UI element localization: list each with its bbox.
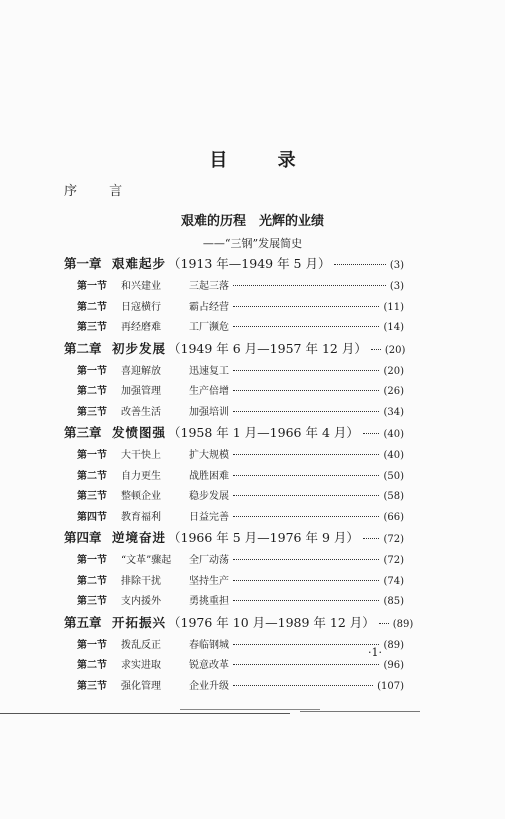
entry-subtitle: 春临钢城	[189, 639, 229, 651]
entry-number: 第二节	[77, 660, 107, 671]
entry-page-number: (26)	[383, 386, 404, 397]
entry-subtitle: 三起三落	[189, 281, 229, 292]
entry-number: 第三节	[77, 491, 107, 502]
entry-number: 第二节	[77, 575, 107, 587]
toc-section-entry	[64, 572, 404, 593]
toc-section-entry	[64, 446, 404, 467]
entry-title: 发愤图强	[112, 425, 167, 440]
entry-page-number: (40)	[383, 450, 404, 461]
scan-edge-line	[180, 709, 320, 710]
entry-subtitle: 企业升级	[189, 680, 229, 692]
toc-section-entry	[64, 508, 404, 529]
dot-leader	[233, 664, 379, 665]
dot-leader	[334, 264, 385, 265]
entry-title: 加强管理	[121, 386, 161, 397]
entry-page-number: (72)	[383, 534, 404, 545]
entry-page-number: (96)	[383, 660, 404, 671]
entry-page-number: (72)	[383, 555, 404, 566]
dot-leader	[233, 390, 379, 391]
dot-leader	[233, 326, 379, 327]
preface-entry: 序 言	[64, 184, 137, 199]
entry-page-number: (14)	[383, 322, 404, 333]
toc-section-entry	[64, 467, 404, 488]
entry-page-number: (89)	[392, 618, 414, 630]
entry-subtitle: （1913 年—1949 年 5 月）	[168, 256, 331, 271]
entry-title: 日寇横行	[121, 301, 161, 313]
toc-section-entry	[64, 382, 404, 403]
entry-number: 第一节	[77, 555, 107, 566]
scan-edge-line	[300, 711, 420, 712]
entry-title: “文革”骤起	[121, 555, 172, 566]
entry-subtitle: 日益完善	[189, 511, 229, 523]
entry-subtitle: 霸占经营	[189, 301, 229, 313]
toc-section-entry	[64, 656, 404, 677]
entry-number: 第二节	[77, 386, 107, 397]
entry-page-number: (3)	[389, 260, 404, 271]
entry-subtitle: 勇挑重担	[189, 596, 229, 607]
dot-leader	[371, 349, 381, 350]
entry-title: 整顿企业	[121, 491, 161, 502]
entry-subtitle: 稳步发展	[189, 491, 229, 502]
entry-title: 支内援外	[121, 596, 161, 607]
dot-leader	[233, 475, 379, 476]
entry-number: 第一节	[77, 365, 107, 377]
dot-leader	[233, 454, 379, 455]
entry-number: 第三章	[64, 425, 102, 440]
entry-title: 初步发展	[112, 340, 167, 356]
entry-title: 开拓振兴	[112, 614, 167, 630]
dot-leader	[233, 306, 379, 307]
entry-title: 教育福利	[121, 511, 161, 523]
toc-section-entry	[64, 592, 404, 613]
entry-page-number: (50)	[383, 470, 404, 482]
toc-chapter-entry	[64, 339, 404, 362]
dot-leader	[233, 559, 379, 560]
toc-section-entry	[64, 636, 404, 657]
entry-title: 逆境奋进	[112, 530, 167, 545]
entry-subtitle: 扩大规模	[189, 450, 229, 461]
dot-leader	[363, 433, 380, 434]
entry-subtitle: 战胜困难	[189, 470, 229, 482]
toc-heading: 目 录	[209, 150, 318, 171]
entry-page-number: (85)	[383, 596, 404, 607]
entry-page-number: (66)	[383, 511, 404, 523]
toc-section-entry	[64, 362, 404, 383]
entry-number: 第一章	[64, 256, 102, 271]
entry-number: 第二章	[64, 340, 102, 356]
entry-subtitle: （1976 年 10 月—1989 年 12 月）	[168, 614, 375, 630]
entry-page-number: (34)	[383, 406, 404, 418]
entry-number: 第四章	[64, 530, 102, 545]
entry-number: 第一节	[77, 450, 107, 461]
dot-leader	[233, 685, 373, 686]
entry-page-number: (3)	[389, 281, 404, 292]
toc-section-entry	[64, 318, 404, 339]
dot-leader	[233, 411, 379, 412]
toc-chapter-entry	[64, 423, 404, 446]
entry-subtitle: （1949 年 6 月—1957 年 12 月）	[168, 340, 367, 356]
dot-leader	[233, 516, 379, 517]
dot-leader	[379, 623, 389, 624]
entry-title: 艰难起步	[112, 256, 167, 271]
part-subtitle: ——“三钢”发展简史	[202, 237, 303, 250]
entry-subtitle: 生产倍增	[189, 386, 229, 397]
entry-page-number: (11)	[383, 301, 404, 313]
entry-number: 第四节	[77, 511, 107, 523]
entry-subtitle: 迅速复工	[189, 365, 229, 377]
entry-subtitle: 坚持生产	[189, 575, 229, 587]
entry-page-number: (20)	[383, 365, 404, 377]
entry-title: 强化管理	[121, 680, 161, 692]
entry-number: 第五章	[64, 614, 102, 630]
entry-number: 第一节	[77, 281, 107, 292]
entry-title: 和兴建业	[121, 281, 161, 292]
entry-number: 第三节	[77, 406, 107, 418]
entry-subtitle: 加强培训	[189, 406, 229, 418]
entry-title: 自力更生	[121, 470, 161, 482]
toc-section-entry	[64, 487, 404, 508]
part-title: 艰难的历程 光辉的业绩	[180, 214, 324, 229]
dot-leader	[233, 370, 379, 371]
entry-number: 第一节	[77, 639, 107, 651]
dot-leader	[233, 644, 379, 645]
entry-title: 改善生活	[121, 406, 161, 418]
toc-chapter-entry	[64, 528, 404, 551]
toc-section-entry	[64, 677, 404, 698]
entry-number: 第二节	[77, 301, 107, 313]
toc-section-entry	[64, 551, 404, 572]
toc-section-entry	[64, 277, 404, 298]
entry-subtitle: 全厂动荡	[189, 555, 229, 566]
page-number: ·1·	[368, 646, 382, 659]
toc-chapter-entry	[64, 613, 414, 636]
entry-page-number: (58)	[383, 491, 404, 502]
toc-section-entry	[64, 298, 404, 319]
dot-leader	[233, 600, 379, 601]
entry-page-number: (107)	[377, 680, 404, 692]
entry-subtitle: （1966 年 5 月—1976 年 9 月）	[168, 530, 359, 545]
entry-title: 拨乱反正	[121, 639, 161, 651]
entry-subtitle: 锐意改革	[189, 660, 229, 671]
entry-title: 喜迎解放	[121, 365, 161, 377]
table-of-contents	[64, 254, 414, 697]
entry-title: 再经磨难	[121, 322, 161, 333]
entry-title: 大干快上	[121, 450, 161, 461]
entry-title: 排除干扰	[121, 575, 161, 587]
entry-number: 第二节	[77, 470, 107, 482]
entry-subtitle: （1958 年 1 月—1966 年 4 月）	[168, 425, 359, 440]
dot-leader	[233, 285, 386, 286]
dot-leader	[233, 580, 379, 581]
scan-edge-line	[0, 713, 290, 714]
entry-page-number: (74)	[383, 575, 404, 587]
toc-section-entry	[64, 403, 404, 424]
entry-page-number: (20)	[384, 344, 406, 356]
dot-leader	[363, 538, 380, 539]
entry-subtitle: 工厂濒危	[189, 322, 229, 333]
entry-number: 第三节	[77, 322, 107, 333]
entry-number: 第三节	[77, 596, 107, 607]
entry-page-number: (89)	[383, 639, 404, 651]
entry-number: 第三节	[77, 680, 107, 692]
entry-title: 求实进取	[121, 660, 161, 671]
toc-chapter-entry	[64, 254, 404, 277]
entry-page-number: (40)	[383, 429, 404, 440]
dot-leader	[233, 495, 379, 496]
